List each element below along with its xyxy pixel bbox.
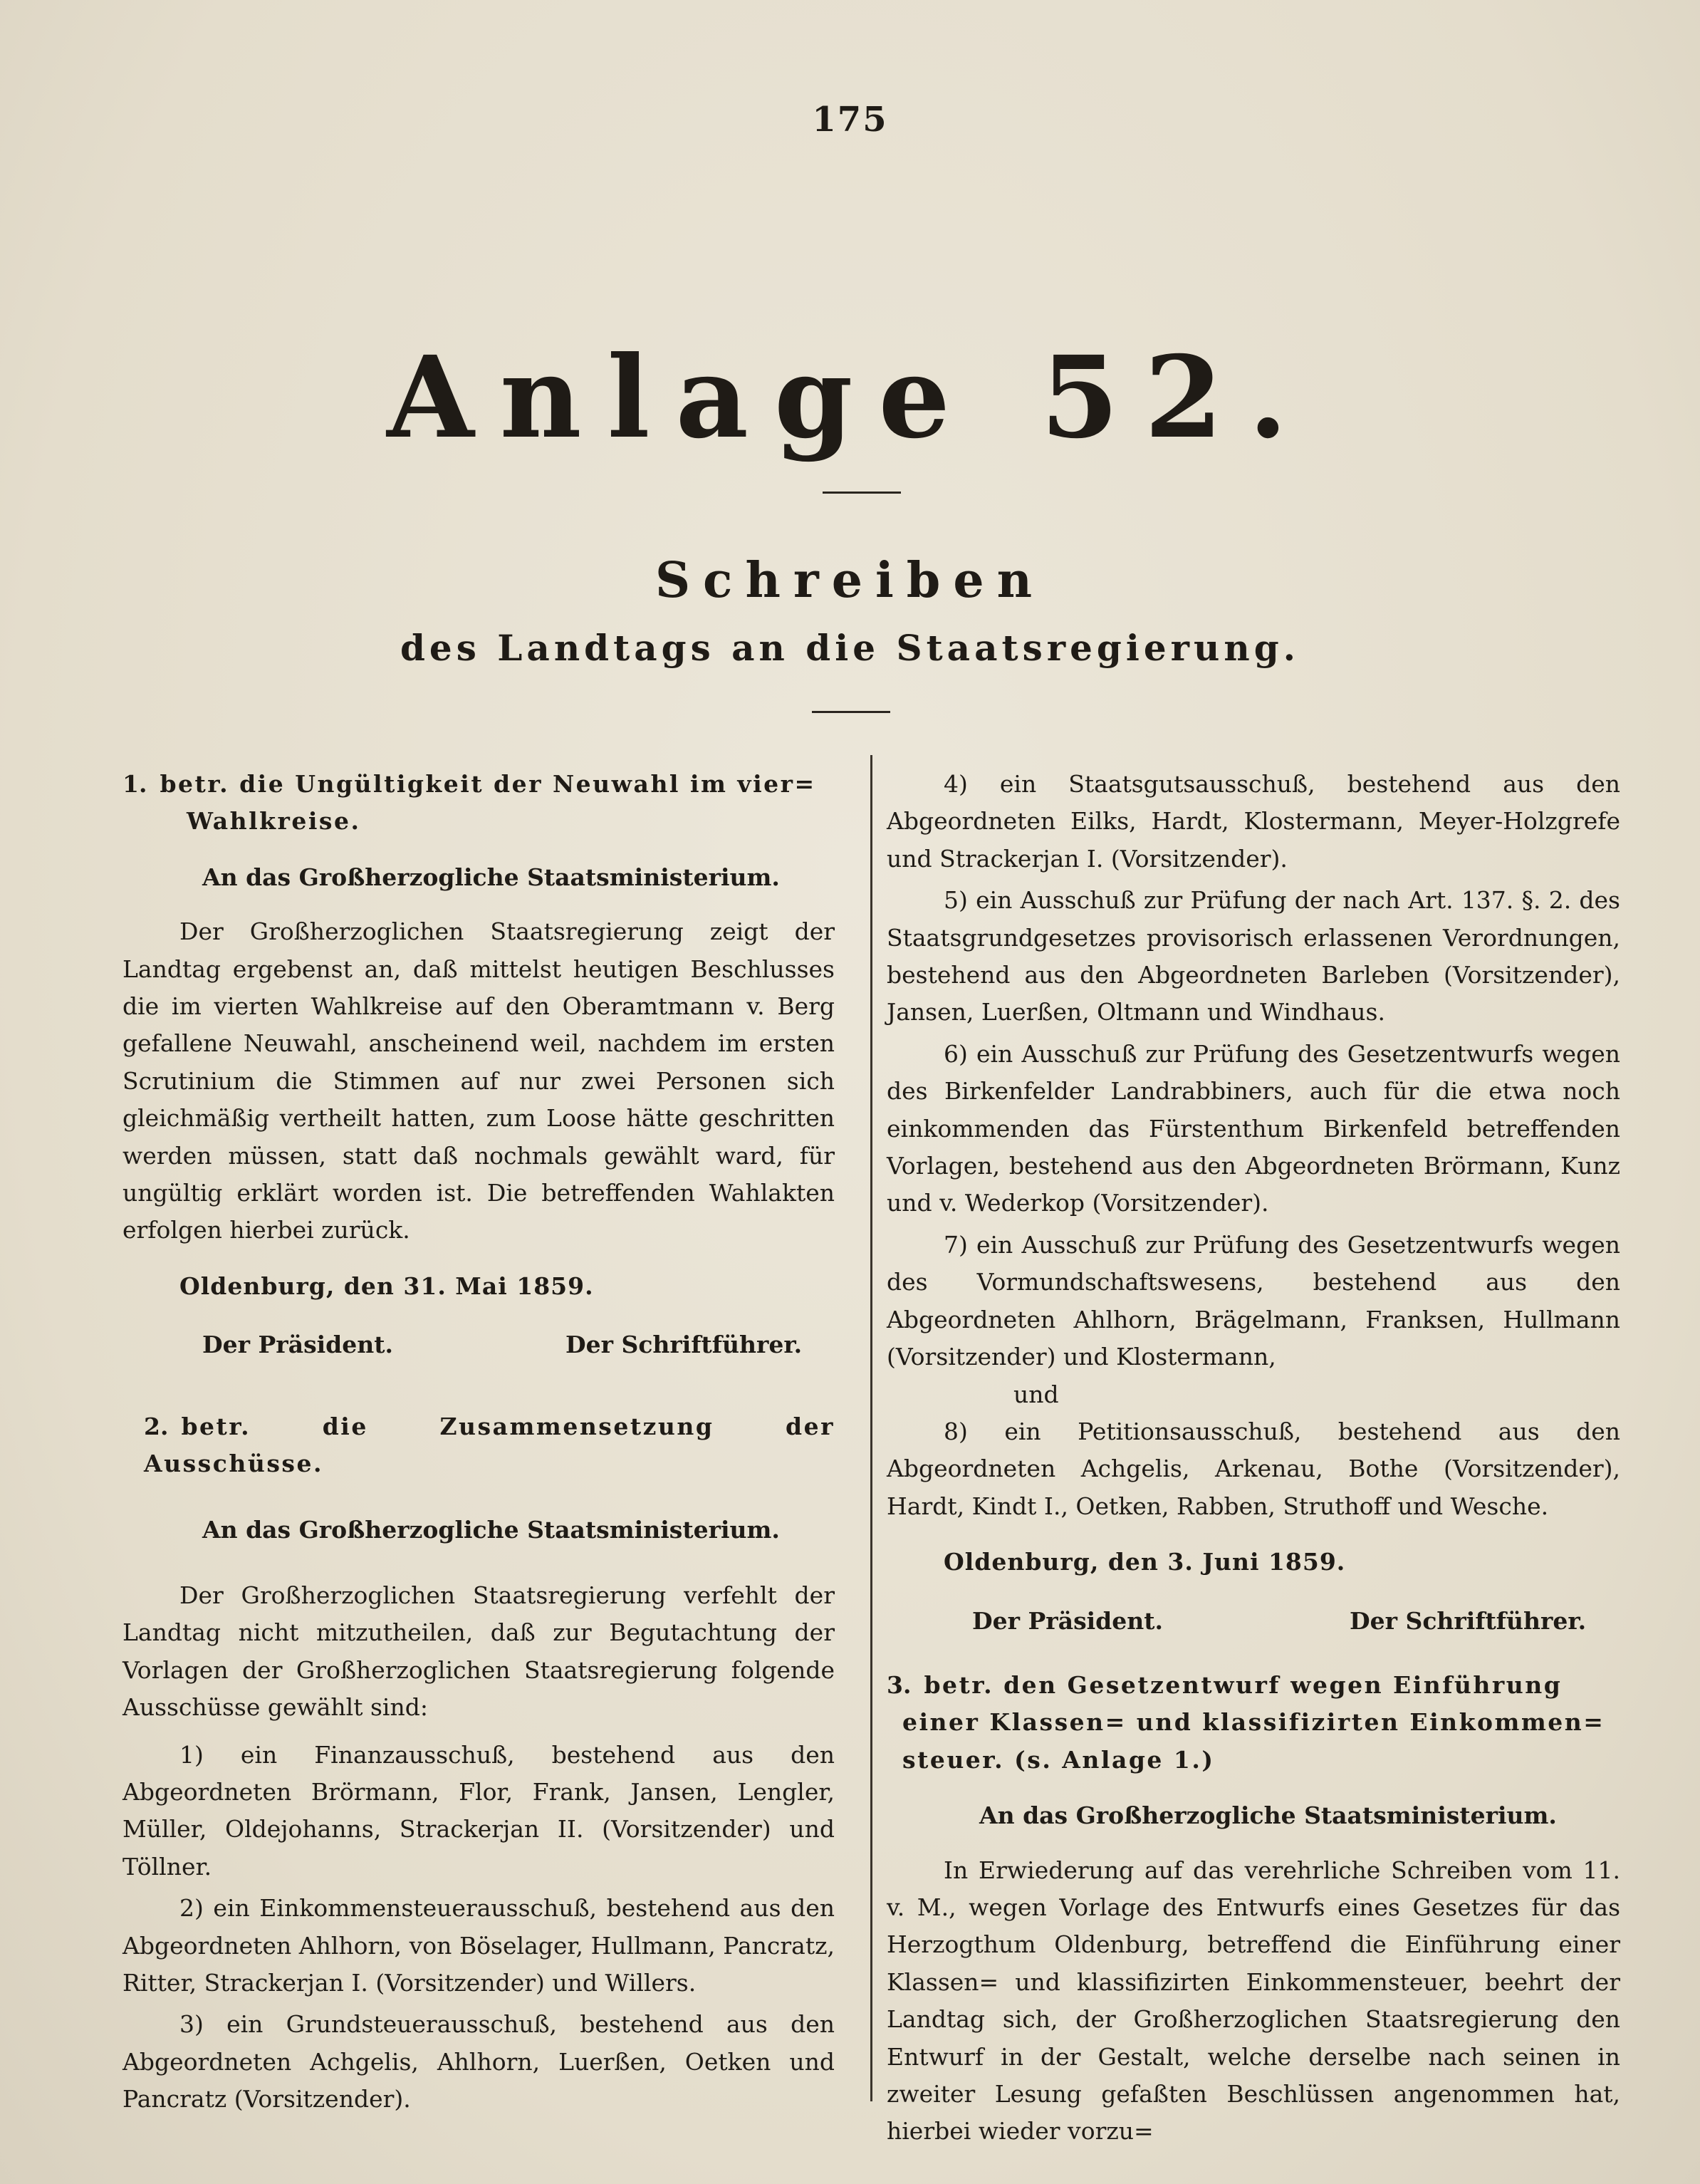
- committee-item-3: 3) ein Grundsteuerausschuß, bestehend aus den Abgeordneten Achgelis, Ahlhorn, Luerßen, Oetken und Pancratz (Vorsitzender).: [122, 2010, 835, 2113]
- section-3-body: In Erwiederung auf das verehrliche Schreiben vom 11. v. M., wegen Vorlage des Entwurfs eines Gesetzes für das Herzogthum Oldenburg, betreffend die Einführung einer Klassen= und klassifizirten Einkommensteuer, beehrt der Landtag sich, der Großherzoglichen Staatsregierung den Entwurf in der Gestalt, welche derselbe nach seinen in zweiter Lesung gefaßten Beschlüssen angenommen hat, hierbei wieder vorzu=: [887, 1856, 1620, 2146]
- committee-item-2: 2) ein Einkommensteuerausschuß, bestehend aus den Abgeordneten Ahlhorn, von Böselager, Hullmann, Pancratz, Ritter, Strackerjan I. (Vorsitzender) und Willers.: [122, 1894, 835, 1997]
- letter-heading: Schreiben: [655, 552, 1045, 609]
- committee-item-4: 4) ein Staatsgutsausschuß, bestehend aus den Abgeordneten Eilks, Hardt, Klostermann, Meyer-Holzgrefe und Strackerjan I. (Vorsitzender).: [887, 770, 1620, 873]
- section-2-heading: [122, 1408, 835, 1483]
- section-1-signatures: [122, 1326, 835, 1363]
- committee-item-7: 7) ein Ausschuß zur Prüfung des Gesetzentwurfs wegen des Vormundschaftswesens, bestehend aus den Abgeordneten Ahlhorn, Brägelmann, Franksen, Hullmann (Vorsitzender) und Klostermann,: [887, 1230, 1620, 1371]
- section-2-dateline: Oldenburg, den 3. Juni 1859.: [944, 1548, 1346, 1576]
- section-1-address: An das Großherzogliche Staatsministerium.: [202, 863, 780, 891]
- section-2-signatures: [887, 1603, 1620, 1640]
- left-column: [122, 766, 835, 2123]
- section-3-heading-line3: steuer. (s. Anlage 1.): [902, 1745, 1215, 1774]
- column-divider: [870, 755, 872, 2101]
- appendix-title: Anlage 52.: [387, 332, 1313, 464]
- section-3-heading-line1: betr. den Gesetzentwurf wegen Einführung: [924, 1670, 1563, 1699]
- page-number: 175: [812, 100, 888, 140]
- subheading-rule: [812, 711, 890, 713]
- letter-subheading: des Landtags an die Staatsregierung.: [400, 627, 1300, 669]
- section-1-dateline: Oldenburg, den 31. Mai 1859.: [179, 1272, 594, 1300]
- section-2-heading-text: betr. die Zusammensetzung der Ausschüsse.: [144, 1412, 835, 1478]
- committee-item-8: 8) ein Petitionsausschuß, bestehend aus den Abgeordneten Achgelis, Arkenau, Bothe (Vorsitzender), Hardt, Kindt I., Oetken, Rabben, Struthoff und Wesche.: [887, 1417, 1620, 1520]
- committee-item-6: 6) ein Ausschuß zur Prüfung des Gesetzentwurfs wegen des Birkenfelder Landrabbiners, auch für die etwa noch einkommenden das Fürstenthum Birkenfeld betreffenden Vorlagen, bestehend aus den Abgeordneten Brörmann, Kunz und v. Wederkop (Vorsitzender).: [887, 1039, 1620, 1217]
- right-column: [887, 766, 1620, 2151]
- section-1-body: Der Großherzoglichen Staatsregierung zeigt der Landtag ergebenst an, daß mittelst heutigen Beschlusses die im vierten Wahlkreise auf den Oberamtmann v. Berg gefallene Neuwahl, anscheinend weil, nachdem im ersten Scrutinium die Stimmen auf nur zwei Personen sich gleichmäßig vertheilt hatten, zum Loose hätte geschritten werden müssen, statt daß nochmals gewählt ward, für ungültig erklärt worden ist. Die betreffenden Wahlakten erfolgen hierbei zurück.: [122, 917, 835, 1244]
- section-1-president: Der Präsident.: [202, 1331, 393, 1359]
- section-3-heading-line2: einer Klassen= und klassifizirten Einkommen=: [902, 1708, 1605, 1737]
- section-1-secretary: Der Schriftführer.: [565, 1331, 803, 1359]
- section-1-heading-line2: Wahlkreise.: [187, 807, 361, 836]
- section-3-number: 3.: [887, 1670, 912, 1699]
- section-2-body: Der Großherzoglichen Staatsregierung verfehlt der Landtag nicht mitzutheilen, daß zur Begutachtung der Vorlagen der Großherzoglichen Staatsregierung folgende Ausschüsse gewählt sind:: [122, 1581, 835, 1722]
- section-3-address: An das Großherzogliche Staatsministerium.: [979, 1801, 1557, 1830]
- title-rule: [823, 492, 901, 494]
- section-2-number: 2.: [144, 1412, 169, 1440]
- section-1-number: 1.: [122, 770, 147, 798]
- committee-item-1: 1) ein Finanzausschuß, bestehend aus den Abgeordneten Brörmann, Flor, Frank, Jansen, Lengler, Müller, Oldejohanns, Strackerjan II. (Vorsitzender) und Töllner.: [122, 1740, 835, 1881]
- section-1-heading: [122, 766, 835, 803]
- section-2-president: Der Präsident.: [972, 1606, 1163, 1635]
- section-1-heading-line1: betr. die Ungültigkeit der Neuwahl im vier=: [160, 770, 816, 798]
- section-3-heading: [887, 1667, 1620, 1704]
- section-2-address: An das Großherzogliche Staatsministerium.: [202, 1515, 780, 1544]
- committee-item-5: 5) ein Ausschuß zur Prüfung der nach Art. 137. §. 2. des Staatsgrundgesetzes provisorisch erlassenen Verordnungen, bestehend aus den Abgeordneten Barleben (Vorsitzender), Jansen, Luerßen, Oltmann und Windhaus.: [887, 886, 1620, 1026]
- conjunction-und: und: [1013, 1380, 1059, 1408]
- section-2-secretary: Der Schriftführer.: [1350, 1606, 1587, 1635]
